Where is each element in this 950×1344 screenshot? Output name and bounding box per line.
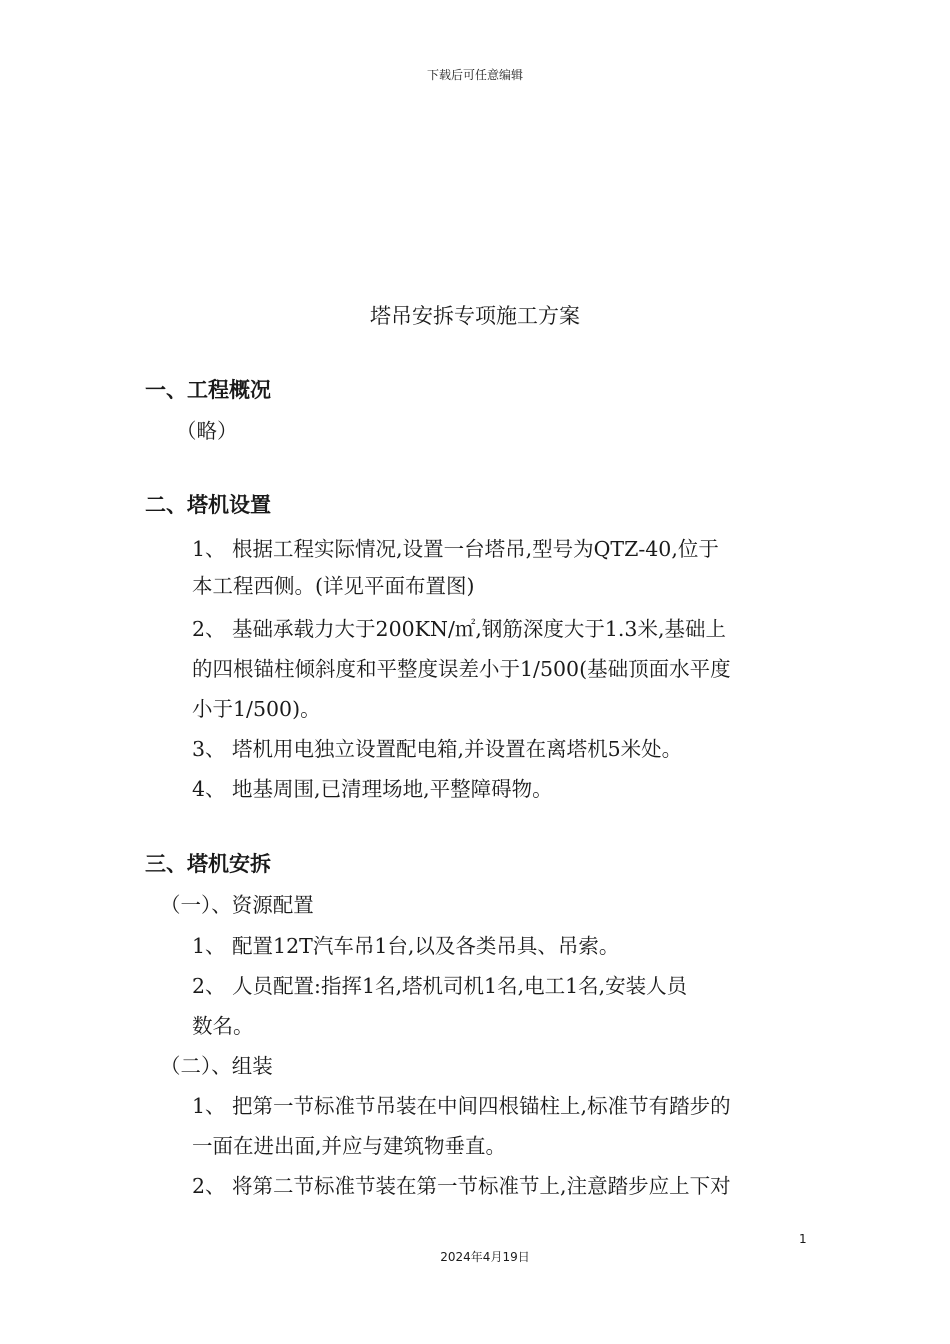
paragraph-line: 1、 根据工程实际情况,设置一台塔吊,型号为QTZ-40,位于 <box>192 537 719 561</box>
paragraph-line: 4、 地基周围,已清理场地,平整障碍物。 <box>192 777 553 801</box>
paragraph-line: 1、 配置12T汽车吊1台,以及各类吊具、吊索。 <box>192 934 620 958</box>
subsection-heading-assembly: （二）、组装 <box>160 1054 273 1078</box>
header-note: 下载后可任意编辑 <box>426 68 523 82</box>
page-number: 1 <box>799 1232 807 1246</box>
footer-date: 2024年4月19日 <box>440 1250 530 1264</box>
section-heading-tower-setup: 二、塔机设置 <box>145 492 271 517</box>
paragraph-line: 本工程西侧。(详见平面布置图) <box>192 574 475 598</box>
section-body-omitted: （略） <box>176 419 238 443</box>
paragraph-line: 2、 人员配置:指挥1名,塔机司机1名,电工1名,安装人员 <box>192 974 688 998</box>
section-heading-install-remove: 三、塔机安拆 <box>145 851 271 876</box>
paragraph-line: 3、 塔机用电独立设置配电箱,并设置在离塔机5米处。 <box>192 737 683 761</box>
subsection-heading-resources: （一）、资源配置 <box>160 893 314 917</box>
section-heading-overview: 一、工程概况 <box>145 377 271 402</box>
paragraph-line: 小于1/500)。 <box>192 697 321 721</box>
paragraph-line: 一面在进出面,并应与建筑物垂直。 <box>192 1134 507 1158</box>
paragraph-line: 数名。 <box>192 1014 254 1038</box>
paragraph-line: 2、 基础承载力大于200KN/㎡,钢筋深度大于1.3米,基础上 <box>192 617 726 641</box>
paragraph-line: 1、 把第一节标准节吊装在中间四根锚柱上,标准节有踏步的 <box>192 1094 731 1118</box>
paragraph-line: 2、 将第二节标准节装在第一节标准节上,注意踏步应上下对 <box>192 1174 731 1198</box>
document-title: 塔吊安拆专项施工方案 <box>370 304 580 328</box>
paragraph-line: 的四根锚柱倾斜度和平整度误差小于1/500(基础顶面水平度 <box>192 657 731 681</box>
